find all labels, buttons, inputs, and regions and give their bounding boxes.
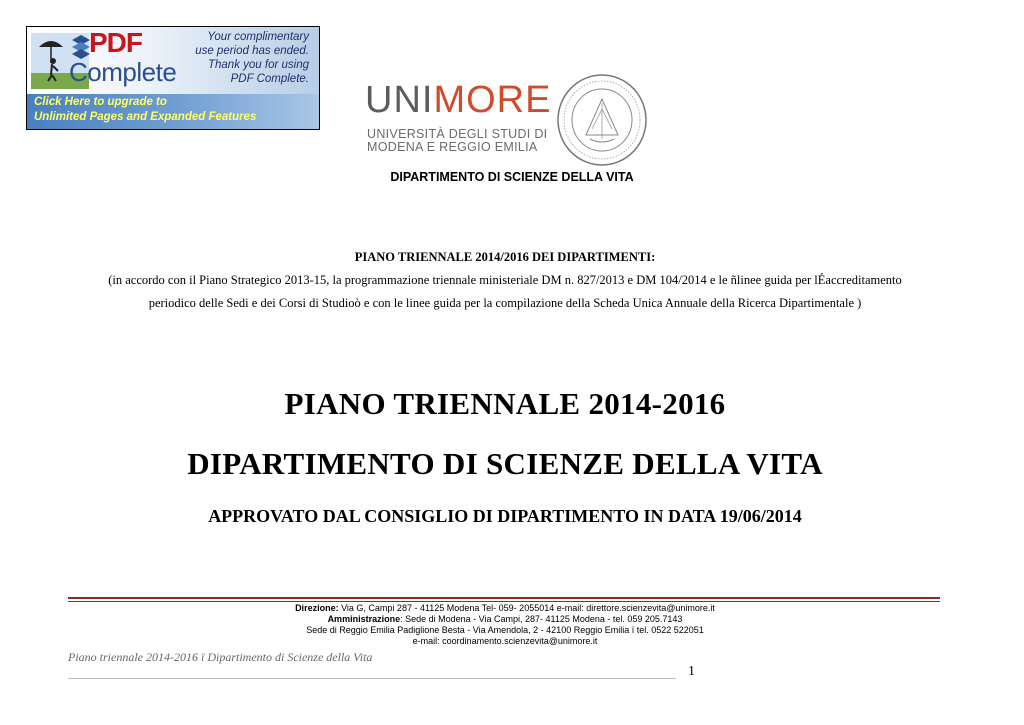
banner-message-line: Your complimentary [207,31,309,43]
contact-text: : Sede di Modena - Via Campi, 287- 41125 Modena - tel. 059 205.7143 [400,614,683,624]
university-name-line: MODENA E REGGIO EMILIA [367,140,538,154]
footer-underline [68,678,676,679]
contact-email: e-mail: coordinamento.scienzevita@unimore.it [412,636,598,646]
footer-divider [68,601,940,602]
upgrade-cta-line[interactable]: Click Here to upgrade to [34,96,167,108]
brand-pdf-text: PDF [89,27,142,58]
logo-uni: UNI [365,79,434,121]
university-seal-icon [556,73,648,167]
page-number: 1 [688,664,695,679]
upgrade-link[interactable] [27,94,319,129]
banner-message [179,30,309,86]
banner-top-panel [27,27,319,94]
pdf-complete-upgrade-banner[interactable] [26,26,320,130]
unimore-logo-text [365,78,551,122]
brand-complete-text: Complete [69,57,177,87]
footer-divider [68,597,940,599]
university-name [367,128,547,154]
banner-message-line: PDF Complete. [230,73,309,85]
upgrade-cta-line[interactable]: Unlimited Pages and Expanded Features [34,111,257,123]
plan-heading: PIANO TRIENNALE 2014/2016 DEI DIPARTIMENTI: [354,250,656,264]
banner-message-line: Thank you for using [207,59,309,71]
upgrade-cta[interactable] [34,95,256,125]
contact-reggio: Sede di Reggio Emilia Padiglione Besta - Via Amendola, 2 - 42100 Reggio Emilia ï tel. 0522 522051 [306,625,704,635]
document-title: PIANO TRIENNALE 2014-2016 [284,386,726,421]
banner-message-line: use period has ended. [195,45,309,57]
plan-description-line: periodico delle Sedi e dei Corsi di Studioò e con le linee guida per la compilazione della Scheda Unica Annuale della Ricerca Dipartimentale ) [148,296,862,310]
layers-icon [71,33,91,59]
contact-direzione [0,603,1010,614]
document-subtitle: DIPARTIMENTO DI SCIENZE DELLA VITA [187,446,823,481]
approval-note: APPROVATO DAL CONSIGLIO DI DIPARTIMENTO IN DATA 19/06/2014 [208,506,802,526]
department-header: DIPARTIMENTO DI SCIENZE DELLA VITA [390,170,634,184]
plan-description-line: (in accordo con il Piano Strategico 2013-15, la programmazione triennale ministeriale DM n. 827/2013 e DM 104/2014 e le ñlinee guida per lÉaccreditamento [108,273,902,287]
logo-more: MORE [433,79,552,121]
running-footer: Piano triennale 2014-2016 ï Dipartimento di Scienze della Vita [68,650,373,664]
contact-label: Amministrazione [327,614,401,624]
contact-label: Direzione: [295,603,339,613]
university-name-line: UNIVERSITÀ DEGLI STUDI DI [367,127,548,141]
contact-amministrazione [0,614,1010,625]
contact-text: Via G, Campi 287 - 41125 Modena Tel- 059- 2055014 e-mail: direttore.scienzevita@unimore.it [338,603,715,613]
